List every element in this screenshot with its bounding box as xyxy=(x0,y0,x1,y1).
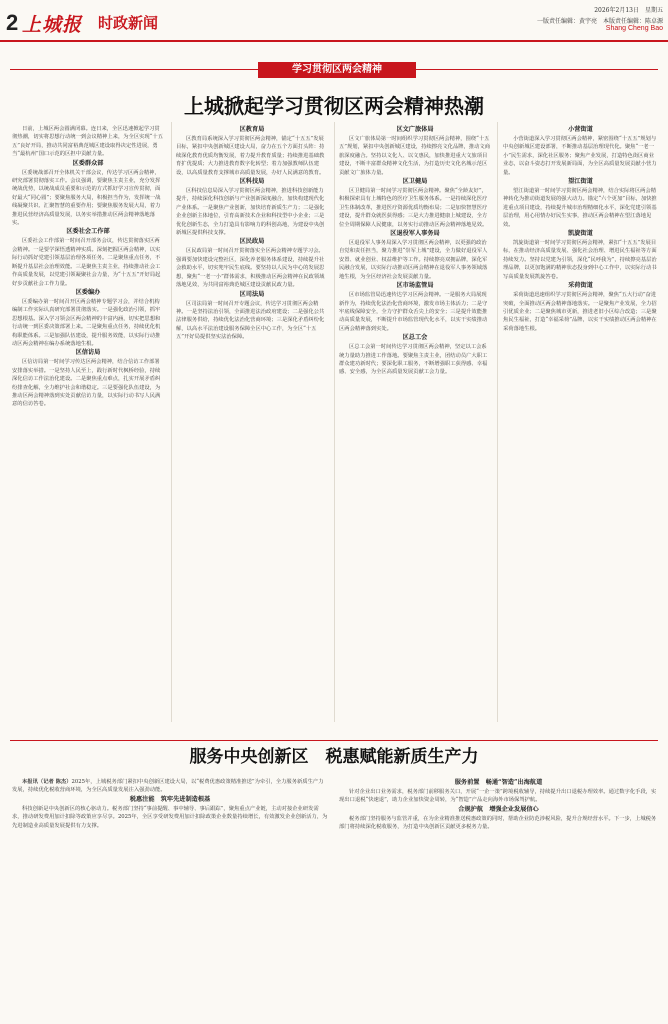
section-body: 科技创新是中央创新区的核心驱动力。税务部门坚持“事前提醒、事中辅导、事后跟踪”，聚焦重点产业链，主动对接企业研发需求，推动研发费用加计扣除等政策应享尽享。2025年，全区享受研发费用加计扣除政策企业数量持续增长，有效激发企业创新活力，为先进制造业高质量发展提供有力支撑。 xyxy=(12,805,328,829)
section-body: 区市场监管局迅速传达学习区两会精神。一是服务大局展现新作为，持续优化法治化营商环境，激发市场主体活力；二是守牢底线保障安全，全力守护群众舌尖上的安全；三是提升效能推动高质量发展，不断提升市场监管现代化水平，以实干实绩推动区两会精神落到实处。 xyxy=(339,292,488,332)
section-heading: 区教育局 xyxy=(239,126,265,133)
section-body: 区委编办第一时间召开区两会精神专题学习会，并结合机构编制工作实际认真研究部署贯彻落实。一是强化政治引领，抓牢思想根基。深入学习领会区两会精神的丰富内涵，切实把思想和行动统一到区委决策部署上来。二是聚焦重点任务，持续优化机构职能体系。三是加强队伍建设，提升服务效能，以实际行动推动区两会精神在编办系统落地生根。 xyxy=(12,298,161,347)
column-3 xyxy=(339,125,491,377)
article2-right xyxy=(339,778,658,832)
section-body: 区卫健局第一时间学习贯彻区两会精神。聚焦“全龄友好”，积极探索具有上城特色的医疗卫生服务体系。一是持续深化医疗卫生体制改革，推进医疗资源优质均衡布局；二是加快智慧医疗建设，提升群众就医获得感；三是大力推进健康上城建设，全方位全周期保障人民健康，以务实行动推动区两会精神落地见效。 xyxy=(339,188,488,228)
section-heading: 服务前置 畅通“智造”出海航道 xyxy=(454,779,543,786)
section-heading: 区科技局 xyxy=(239,178,265,186)
section-heading: 凯旋街道 xyxy=(568,230,593,238)
section-body: 区科技信息局深入学习贯彻区两会精神，推进科技创新能力提升，持续深化科技创新与产业创新深度融合，加快构建现代化产业体系。一是聚焦产业创新，加快培育新质生产力；二是强化企业创新主体地位，引育高新技术企业和科技型中小企业；三是优化创新生态，全力打造具有影响力的科创高地，为建设中央创新城区提供科技支撑。 xyxy=(176,188,325,237)
column-4 xyxy=(503,125,658,333)
second-headline: 服务中央创新区 税惠赋能新质生产力 xyxy=(189,747,479,766)
section-body: 区教育局系统深入学习贯彻区两会精神，锚定“十五五”发展目标，紧扣中央创新城区建设大局，奋力在五个方面打头阵：持续深化教育优质均衡发展，着力提升教育质量；持续推进基础教育扩优提质；大力推进教育数字化转型；着力加强教师队伍建设，以高质量教育支撑城市高质量发展，办好人民满意的教育。 xyxy=(176,136,325,176)
section-body: 小营街道深入学习贯彻区两会精神，紧密围绕“十五五”规划与中央创新城区建设部署，不断推动基层治理现代化。聚焦“一老一小”民生需求，深化社区服务；聚焦产业发展，打造特色街区商业业态，以奋斗姿态打开发展新局面，为全区高质量发展贡献小营力量。 xyxy=(503,136,657,176)
section-heading: 区司法局 xyxy=(239,290,265,298)
brand-pinyin: Shang Cheng Bao xyxy=(605,25,663,32)
column-divider xyxy=(171,122,172,722)
section-body: 望江街道第一时间学习贯彻区两会精神，结合实际将区两会精神转化为推动街道发展的强大动力。锚定“六个更加”目标，加快推进重点项目建设，持续提升城市治理精细化水平，深化党建引领基层治理，用心用情办好民生实事，推动区两会精神在望江落地见效。 xyxy=(503,188,657,228)
section-heading: 小营街道 xyxy=(568,126,593,133)
column-2 xyxy=(176,125,328,342)
section-heading: 区市场监管局 xyxy=(396,282,434,290)
lead-paragraph: 日前，上城区两会圆满闭幕。连日来，全区迅速掀起学习贯彻热潮，切实将思想行动统一到会议精神上来，为全区实现“十五五”良好开局，推动共同富裕典范城区建设取得决定性进展，勇当“最杭州”国口示范的区担中贡献力量。 xyxy=(12,126,164,158)
section-heading: 区退役军人事务局 xyxy=(390,230,440,238)
section-body: 采荷街道迅速组织学习贯彻区两会精神，聚焦“五大行动”奋进突破，全面推动区两会精神落地落实。一是聚焦产业发展，全力招引优质企业；二是聚焦城市更新，推进老旧小区综合改造；三是聚焦民生福祉，打造“幸福采荷”品牌，以实干实绩推动区两会精神在采荷落地生根。 xyxy=(503,292,657,332)
column-1 xyxy=(12,125,164,409)
section-heading: 望江街道 xyxy=(568,178,593,186)
section-body: 区民政局第一时间召开贯彻落实全区两会精神专题学习会。强调要加快建设完整社区，深化养老服务体系建设，持续提升社会救助水平，切实兜牢民生底线。要坚持以人民为中心的发展思想，聚焦“一老一小”群体需求，积极推动区两会精神在民政领域落地见效，为共同富裕典范城区建设贡献民政力量。 xyxy=(176,248,325,289)
article-rule xyxy=(10,740,658,741)
section-heading: 区卫健局 xyxy=(402,178,428,186)
section-heading: 合规护航 增强企业发展信心 xyxy=(458,805,539,813)
section-body: 凯旋街道第一时间学习贯彻区两会精神，紧扣“十五五”发展目标，在推动经济高质量发展、强化社会治理、增进民生福祉等方面持续发力。坚持以党建为引领，深化“民呼我为”，持续擦亮基层治理品牌，以更加饱满的精神状态投身到中心工作中，以实际行动书写高质量发展凯旋答卷。 xyxy=(503,240,657,280)
main-headline: 上城掀起学习贯彻区两会精神热潮 xyxy=(184,96,484,118)
editors-line: 一版责任编辑：黄宇亮 本版责任编辑：陈卓源 xyxy=(536,18,663,25)
section-heading: 区委社会工作部 xyxy=(66,228,110,236)
section-heading: 区文广旅体局 xyxy=(396,126,434,133)
section-title: 时政新闻 xyxy=(98,15,159,32)
column-divider xyxy=(334,122,335,722)
topic-banner: 学习贯彻区两会精神 xyxy=(258,62,416,78)
section-body: 区信访局第一时间学习传达区两会精神，结合信访工作部署安排落实举措。一是坚持人民至上，践行新时代枫桥经验，持续深化信访工作法治化建设。二是聚焦重点难点，扎实开展矛盾纠纷排查化解，全力维护社会和谐稳定。三是要强化队伍建设，为推动区两会精神落到实处贡献信访力量，以实际行动书写人民满意的信访答卷。 xyxy=(12,359,161,408)
section-heading: 区委群众部 xyxy=(72,159,104,167)
masthead xyxy=(0,0,668,44)
article2-lead: 本报讯（记者 陈杰）2025年，上城税务部门紧扣中央创新区建设大局，以“税费优惠政策精准推送”为牵引，全力服务新质生产力发展，持续优化税收营商环境，为全区高质量发展注入强劲动能。 xyxy=(12,779,324,794)
section-body: 区司法局第一时间召开专题会议，传达学习贯彻区两会精神。一是坚持法治引领，全面推进法治政府建设；二是强化公共法律服务供给，持续优化法治化营商环境；三是深化矛盾纠纷化解，以高水平法治建设服务保障全区中心工作，为全区“十五五”开好局提供坚实法治保障。 xyxy=(176,300,325,341)
section-body: 针对企业出口业务需求，税务部门前移服务关口，开展“一企一策”跨境税收辅导，持续提升出口退税办理效率。通过数字化手段，实现出口退税“快速退”，助力企业加快资金周转，为“智造”产品走向海外市场保驾护航。 xyxy=(339,789,657,804)
section-body: 税务部门坚持服务与监管并重，在为企业精准推送税惠政策的同时，帮助企业防范涉税风险，提升合规经营水平。下一步，上城税务部门将持续深化税收服务，为打造中央创新区贡献更多税务力量。 xyxy=(339,815,657,831)
article2-left xyxy=(12,778,328,830)
section-heading: 区信访局 xyxy=(75,349,101,357)
section-body: 区退役军人事务局深入学习贯彻区两会精神，以更强的政治自觉和责任担当，聚力推进“崇军上城”建设，全力做好退役军人安置、就业创业、权益维护等工作。持续擦亮双拥品牌，深化军民融合发展，以实际行动推动区两会精神在退役军人事务领域落地生根，为全区经济社会发展贡献力量。 xyxy=(339,240,488,280)
section-heading: 税惠注能 筑牢先进制造根基 xyxy=(129,795,211,803)
section-body: 区文广旅体局第一时间组织学习贯彻区两会精神，围绕“十五五”规划，紧扣中央创新城区建设，持续擦亮文化品牌，推动文商旅深度融合。坚持以文化人、以文惠民，加快推进重大文旅项目建设，不断丰富群众精神文化生活，为打造历史文化名城示范区贡献文广旅体力量。 xyxy=(339,136,491,176)
column-divider xyxy=(497,122,498,722)
section-body: 区总工会第一时间传达学习贯彻区两会精神，坚定以工会系统力量助力推进工作落地。要聚焦主责主业，团结动员广大职工群众建功新时代；要深化职工服务，不断增强职工获得感、幸福感、安全感，为全区高质量发展贡献工会力量。 xyxy=(339,344,488,376)
section-heading: 区民政局 xyxy=(239,238,265,246)
issue-date: 2026年2月13日 星期五 xyxy=(594,7,663,14)
section-body: 区委统战部召开全体机关干部会议，传达学习区两会精神，研究部署贯彻落实工作。会议强调，要聚焦主责主业，充分发挥统战优势，以统战成员重要和示范的方式抓好学习宣传贯彻，面好最大“同心圆”；要聚焦服务大局，积极担当作为，发挥统一战线凝聚共识、汇聚智慧的重要作用；要聚焦服务发展大局，着力推进民营经济高质量发展，以务实举措推动区两会精神落地落实。 xyxy=(12,169,161,227)
section-body: 区委社会工作部第一时间召开部务会议，传达贯彻落实区两会精神。一是要学深悟透精神实质。深刻把握区两会精神，以实际行动抓好党建引领基层治理各项任务。二是聚焦重点任务，不断提升基层社会治理效能。三是聚焦主责主业，持续推动社会工作高质量发展，以党建引领凝聚社会力量，为“十五五”开好局起好步贡献社会工作力量。 xyxy=(12,238,161,287)
masthead-rule xyxy=(0,40,668,42)
section-heading: 区委编办 xyxy=(75,288,101,296)
section-heading: 区总工会 xyxy=(402,334,428,342)
section-heading: 采荷街道 xyxy=(568,282,593,290)
paper-logo: 上城报 xyxy=(22,15,83,36)
page-number: 2 xyxy=(6,10,19,35)
